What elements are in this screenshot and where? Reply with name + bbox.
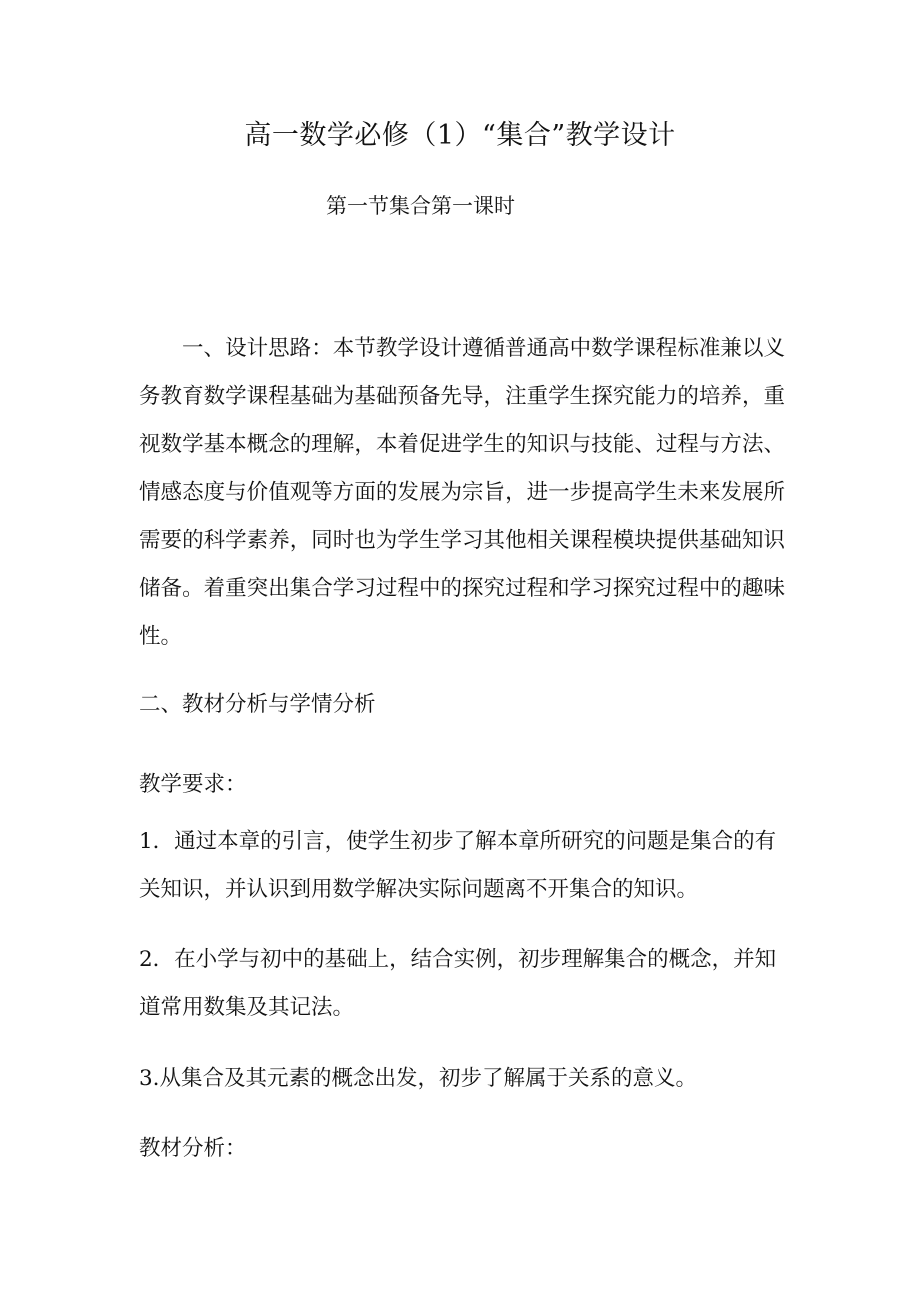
section-heading: 二、教材分析与学情分析	[139, 692, 376, 717]
requirements-label: 教学要求：	[139, 772, 247, 797]
document-title: 高一数学必修（1）“集合”教学设计	[244, 120, 676, 151]
requirement-item: 1．通过本章的引言，使学生初步了解本章所研究的问题是集合的有关知识，并认识到用数学解决实际问题离不开集合的知识。	[139, 829, 777, 902]
document-subtitle: 第一节集合第一课时	[326, 194, 515, 218]
requirement-item: 2．在小学与初中的基础上，结合实例，初步理解集合的概念，并知道常用数集及其记法。	[139, 947, 777, 1020]
design-idea-paragraph: 一、设计思路：本节教学设计遵循普通高中数学课程标准兼以义务教育数学课程基础为基础预备先导，注重学生探究能力的培养，重视数学基本概念的理解，本着促进学生的知识与技能、过程与方法、情感态度与价值观等方面的发展为宗旨，进一步提高学生未来发展所需要的科学素养，同时也为学生学习其他相关课程模块提供基础知识储备。着重突出集合学习过程中的探究过程和学习探究过程中的趣味性。	[139, 336, 785, 649]
material-analysis-label: 教材分析：	[139, 1136, 247, 1161]
requirement-item: 3.从集合及其元素的概念出发，初步了解属于关系的意义。	[139, 1066, 698, 1091]
